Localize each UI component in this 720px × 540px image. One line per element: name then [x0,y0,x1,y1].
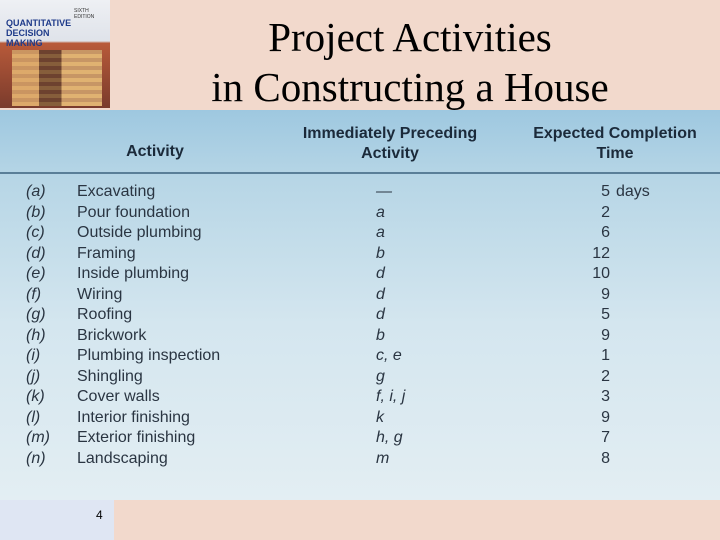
cover-edition-text: SIXTH EDITION [74,8,95,20]
preceding-activity: c, e [376,347,402,364]
page-number: 4 [96,508,103,522]
activity-name: Exterior finishing [77,429,196,446]
activity-label: (c) [26,224,45,241]
table-row [0,306,720,327]
completion-time: 8 [601,449,610,467]
activity-label: (h) [26,326,46,344]
table-row [0,265,720,286]
activity-name: Inside plumbing [77,265,190,282]
activity-name: Wiring [77,285,123,303]
table-row [0,286,720,307]
cover-title-text: QUANTITATIVE DECISION MAKING [6,18,72,48]
slide-title-line-2: in Constructing a House [211,64,609,110]
table-row [0,204,720,225]
table-row [0,388,720,409]
table-row [0,327,720,348]
completion-time: 1 [601,347,610,364]
completion-time: 9 [601,408,610,426]
table-row [0,245,720,266]
preceding-activity: b [376,326,385,344]
activity-name: Brickwork [77,326,147,344]
activity-name: Pour foundation [77,203,190,221]
table-row [0,429,720,450]
activity-label: (a) [26,183,46,200]
activity-name: Outside plumbing [77,224,202,241]
activity-name: Framing [77,244,136,262]
completion-time: 2 [601,203,610,221]
completion-time: 7 [601,429,610,446]
preceding-activity: d [376,285,385,303]
completion-time: 12 [592,244,610,262]
activity-label: (d) [26,244,46,262]
activity-label: (e) [26,265,46,282]
cover-photo [12,50,102,106]
completion-time: 5 [601,183,610,200]
completion-time: 5 [601,306,610,323]
activity-name: Plumbing inspection [77,347,221,364]
table-row [0,347,720,368]
preceding-activity: f, i, j [376,388,406,405]
completion-time: 9 [601,326,610,344]
activity-name: Excavating [77,183,156,200]
preceding-activity: g [376,367,385,385]
activity-label: (i) [26,347,41,364]
completion-time: 10 [592,265,610,282]
slide-title [130,12,690,112]
activity-name: Interior finishing [77,408,190,426]
activity-label: (j) [26,367,41,385]
header-activity: Activity [126,143,184,160]
preceding-activity: b [376,244,385,262]
activity-label: (f) [26,285,42,303]
completion-time: 3 [601,388,610,405]
preceding-activity: m [376,449,390,467]
time-unit: days [616,183,650,200]
header-completion-time: Expected Completion Time [533,125,697,162]
activity-label: (n) [26,449,46,467]
preceding-activity: d [376,306,385,323]
header-preceding-activity: Immediately Preceding Activity [302,125,478,162]
book-cover-image [0,0,110,108]
completion-time: 6 [601,224,610,241]
table-row [0,224,720,245]
activity-label: (k) [26,388,45,405]
preceding-activity: d [376,265,385,282]
table-row [0,368,720,389]
activity-label: (m) [26,429,50,446]
table-row [0,409,720,430]
table-row [0,450,720,471]
completion-time: 9 [601,285,610,303]
activity-name: Roofing [77,306,133,323]
preceding-activity: — [376,183,392,200]
activity-label: (l) [26,408,41,426]
completion-time: 2 [601,367,610,385]
table-row [0,183,720,204]
preceding-activity: a [376,224,385,241]
preceding-activity: k [376,408,384,426]
activity-name: Shingling [77,367,143,385]
preceding-activity: h, g [376,429,403,446]
preceding-activity: a [376,203,385,221]
activity-table [0,110,720,500]
activity-name: Landscaping [77,449,168,467]
header-divider [0,172,720,174]
activity-name: Cover walls [77,388,160,405]
activity-label: (b) [26,203,46,221]
slide-title-line-1: Project Activities [268,14,552,60]
activity-label: (g) [26,306,46,323]
